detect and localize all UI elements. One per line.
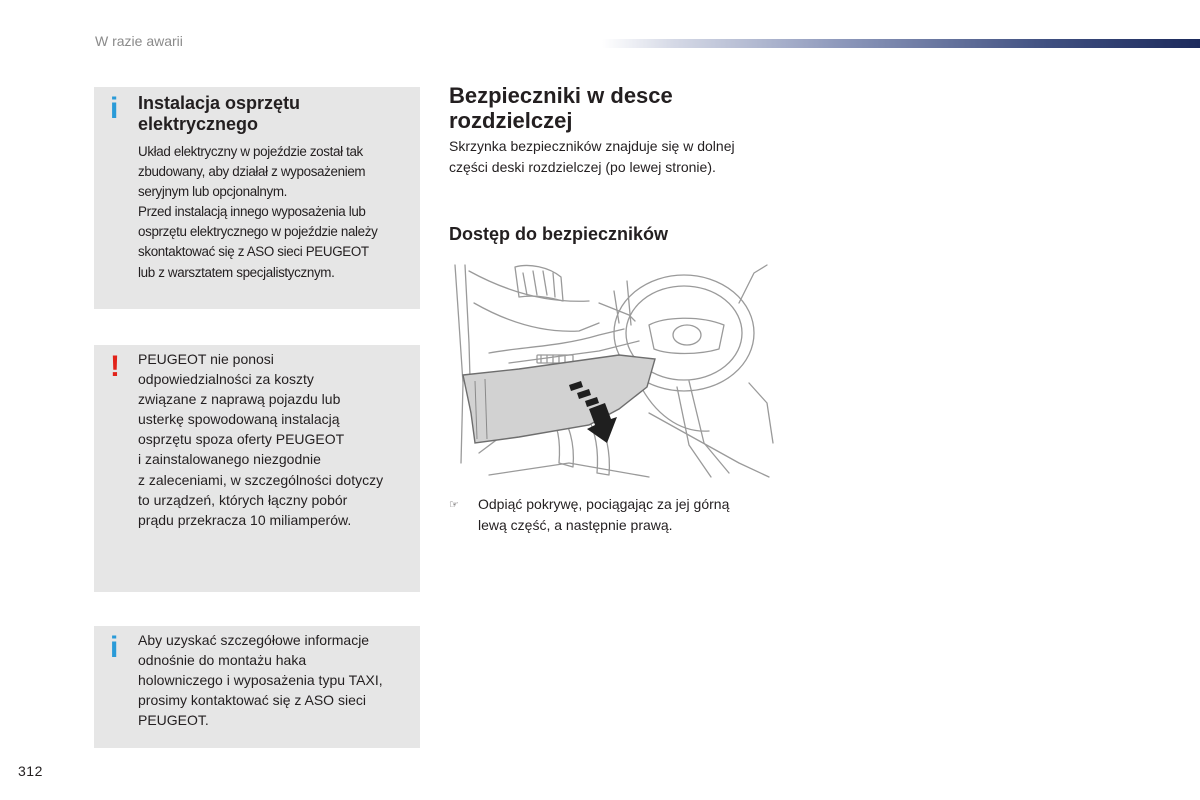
section-intro: Skrzynka bezpieczników znajduje się w dolnej części deski rozdzielczej (po lewej stronie). bbox=[449, 138, 735, 175]
page-number: 312 bbox=[18, 763, 43, 779]
step-text: Odpiąć pokrywę, pociągając za jej górną lewą część, a następnie prawą. bbox=[478, 496, 730, 533]
info-box-towing-taxi bbox=[94, 626, 420, 748]
box-title: Instalacja osprzętu elektrycznego bbox=[138, 93, 301, 134]
box-text: Układ elektryczny w pojeździe został tak zbudowany, aby działał z wyposażeniem seryjnym lub opcjonalnym. Przed instalacją innego wyposażenia lub osprzętu elektrycznego w pojeździe należy skontaktować się z ASO sieci PEUGEOT lub z warsztatem specjalistycznym. bbox=[138, 144, 378, 280]
info-box-electrical bbox=[94, 87, 420, 309]
box-text: PEUGEOT nie ponosi odpowiedzialności za koszty związane z naprawą pojazdu lub usterkę spowodowaną instalacją osprzętu spoza oferty PEUGEOT i zainstalowanego niezgodnie z zaleceniami, w szczególności dotyczy to urządzeń, których łączny pobór prądu przekracza 10 miliamperów. bbox=[138, 351, 384, 528]
dashboard-fuse-cover-illustration bbox=[449, 263, 774, 481]
warning-icon: ! bbox=[110, 350, 120, 383]
section-title: Bezpieczniki w desce rozdzielczej bbox=[449, 83, 673, 133]
info-icon: i bbox=[110, 631, 119, 664]
hand-pointer-icon: ☞ bbox=[449, 499, 459, 511]
box-text: Aby uzyskać szczegółowe informacje odnośnie do montażu haka holowniczego i wyposażenia typu TAXI, prosimy kontaktować się z ASO sieci PEUGEOT. bbox=[138, 632, 383, 729]
header-bar bbox=[602, 39, 1200, 48]
info-icon: i bbox=[110, 92, 119, 125]
warning-box-liability bbox=[94, 345, 420, 592]
subsection-heading: Dostęp do bezpieczników bbox=[449, 224, 669, 244]
section-label: W razie awarii bbox=[95, 33, 183, 49]
